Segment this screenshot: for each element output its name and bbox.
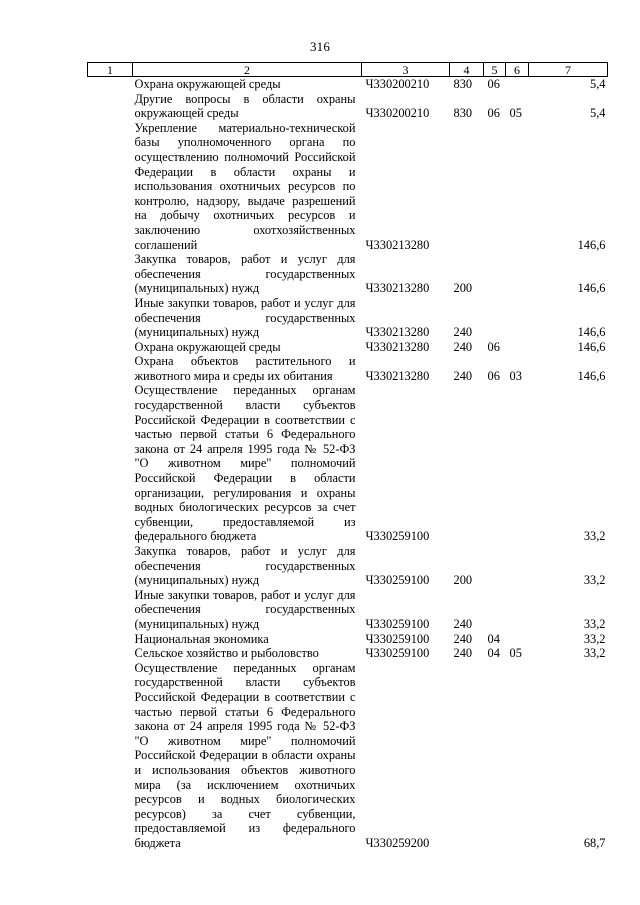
- row-target-code: Ч330259100: [365, 573, 430, 588]
- row-target-code: Ч330200210: [365, 106, 430, 121]
- table-row: [88, 354, 608, 383]
- header-col-3: 3: [362, 63, 450, 77]
- row-section: [484, 544, 506, 588]
- row-expense-type: 240: [453, 631, 473, 646]
- row-amount: 68,7: [583, 835, 606, 850]
- row-index: [88, 383, 133, 544]
- row-index: [88, 296, 133, 340]
- row-expense-type: 240: [453, 339, 473, 354]
- row-section: [484, 121, 506, 252]
- row-name: Укрепление материально-технической базы уполномоченного органа по осуществлению полномочий Российской Федерации в области охраны и использования охотничьих ресурсов по контролю, надзору, выдаче разрешений на добычу охотничьих ресурсов и заключению охотхозяйственных соглашений: [134, 120, 356, 252]
- row-section: [484, 252, 506, 296]
- row-expense-type: 830: [453, 106, 473, 121]
- header-col-2: 2: [133, 63, 362, 77]
- row-expense-type: 240: [453, 325, 473, 340]
- row-subsection: [506, 544, 529, 588]
- row-subsection: [506, 383, 529, 544]
- row-section: [484, 296, 506, 340]
- row-amount: 33,2: [583, 616, 606, 631]
- row-amount: 33,2: [583, 631, 606, 646]
- row-name: Иные закупки товаров, работ и услуг для обеспечения государственных (муниципальных) нужд: [134, 295, 356, 340]
- row-index: [88, 544, 133, 588]
- row-subsection: 03: [509, 368, 522, 383]
- row-amount: 146,6: [577, 237, 606, 252]
- row-index: [88, 588, 133, 632]
- table-row: [88, 646, 608, 661]
- row-amount: 33,2: [583, 573, 606, 588]
- row-expense-type: [450, 661, 484, 851]
- row-section: 06: [487, 77, 500, 91]
- row-amount: 146,6: [577, 368, 606, 383]
- row-index: [88, 77, 133, 92]
- row-index: [88, 121, 133, 252]
- row-amount: 146,6: [577, 325, 606, 340]
- table-row: [88, 92, 608, 121]
- row-name: Иные закупки товаров, работ и услуг для обеспечения государственных (муниципальных) нужд: [134, 587, 356, 631]
- row-subsection: [506, 661, 529, 851]
- row-amount: 5,4: [590, 106, 606, 121]
- row-target-code: Ч330259200: [365, 835, 430, 850]
- row-target-code: Ч330213280: [365, 281, 430, 296]
- table-row: [88, 544, 608, 588]
- row-subsection: 05: [509, 646, 522, 661]
- row-expense-type: 200: [453, 573, 473, 588]
- row-amount: 5,4: [590, 77, 606, 91]
- table-row: [88, 340, 608, 355]
- row-section: 06: [487, 106, 500, 121]
- row-expense-type: 240: [453, 646, 473, 661]
- header-col-5: 5: [484, 63, 506, 77]
- row-index: [88, 252, 133, 296]
- row-expense-type: 830: [453, 77, 473, 91]
- table-body: [88, 77, 608, 851]
- row-section: 04: [487, 631, 500, 646]
- row-name: Осуществление переданных органам государственной власти субъектов Российской Федерации в соответствии с частью первой статьи 6 Федерального закона от 24 апреля 1995 года № 52-ФЗ "О животном мире" полномочий Российской Федерации в области организации, регулирования и охраны водных биологических ресурсов за счет субвенции, предоставляемой из федерального бюджета: [134, 383, 356, 544]
- row-index: [88, 661, 133, 851]
- row-section: [484, 588, 506, 632]
- row-name: Охрана окружающей среды: [134, 339, 281, 354]
- row-index: [88, 92, 133, 121]
- table-row: [88, 588, 608, 632]
- row-subsection: [506, 252, 529, 296]
- row-expense-type: [450, 383, 484, 544]
- row-index: [88, 632, 133, 647]
- header-col-1: 1: [88, 63, 133, 77]
- row-target-code: Ч330259100: [365, 631, 430, 646]
- table-row: [88, 383, 608, 544]
- row-target-code: Ч330259100: [365, 529, 430, 544]
- table-row: [88, 632, 608, 647]
- row-section: 04: [487, 646, 500, 661]
- row-target-code: Ч330213280: [365, 237, 430, 252]
- row-expense-type: 240: [453, 368, 473, 383]
- row-amount: 33,2: [583, 529, 606, 544]
- table-row: [88, 252, 608, 296]
- row-name: Национальная экономика: [134, 631, 269, 646]
- row-target-code: Ч330213280: [365, 339, 430, 354]
- row-index: [88, 646, 133, 661]
- header-col-6: 6: [506, 63, 529, 77]
- row-expense-type: [450, 121, 484, 252]
- row-target-code: Ч330259100: [365, 646, 430, 661]
- table-row: [88, 296, 608, 340]
- table-row: [88, 77, 608, 92]
- row-name: Сельское хозяйство и рыболовство: [134, 646, 319, 661]
- row-index: [88, 354, 133, 383]
- table-row: [88, 121, 608, 252]
- row-subsection: [506, 121, 529, 252]
- row-section: 06: [487, 368, 500, 383]
- row-index: [88, 340, 133, 355]
- table-row: [88, 661, 608, 851]
- row-subsection: [506, 340, 529, 355]
- row-subsection: [506, 632, 529, 647]
- row-amount: 146,6: [577, 281, 606, 296]
- row-name: Закупка товаров, работ и услуг для обеспечения государственных (муниципальных) нужд: [134, 252, 356, 296]
- row-target-code: Ч330259100: [365, 616, 430, 631]
- budget-table: [87, 62, 608, 850]
- row-subsection: 05: [509, 106, 522, 121]
- row-section: [484, 383, 506, 544]
- row-target-code: Ч330200210: [365, 77, 430, 91]
- page-number: 316: [309, 39, 331, 54]
- row-target-code: Ч330213280: [365, 325, 430, 340]
- row-name: Другие вопросы в области охраны окружающей среды: [134, 91, 356, 121]
- row-name: Охрана окружающей среды: [134, 77, 281, 91]
- header-col-7: 7: [529, 63, 608, 77]
- row-subsection: [506, 77, 529, 92]
- header-col-4: 4: [450, 63, 484, 77]
- table-header: [88, 63, 608, 77]
- row-name: Закупка товаров, работ и услуг для обеспечения государственных (муниципальных) нужд: [134, 544, 356, 588]
- row-amount: 146,6: [577, 339, 606, 354]
- row-target-code: Ч330213280: [365, 368, 430, 383]
- row-name: Осуществление переданных органам государственной власти субъектов Российской Федерации в соответствии с частью первой статьи 6 Федерального закона от 24 апреля 1995 года № 52-ФЗ "О животном мире" полномочий Российской Федерации в области охраны и использования объектов животного мира (за исключением охотничьих ресурсов и водных биологических ресурсов) за счет субвенции, предоставляемой из федерального бюджета: [134, 660, 356, 850]
- row-amount: 33,2: [583, 646, 606, 661]
- row-section: 06: [487, 339, 500, 354]
- row-expense-type: 240: [453, 616, 473, 631]
- row-section: [484, 661, 506, 851]
- row-name: Охрана объектов растительного и животного мира и среды их обитания: [134, 354, 356, 383]
- row-subsection: [506, 296, 529, 340]
- row-expense-type: 200: [453, 281, 473, 296]
- row-subsection: [506, 588, 529, 632]
